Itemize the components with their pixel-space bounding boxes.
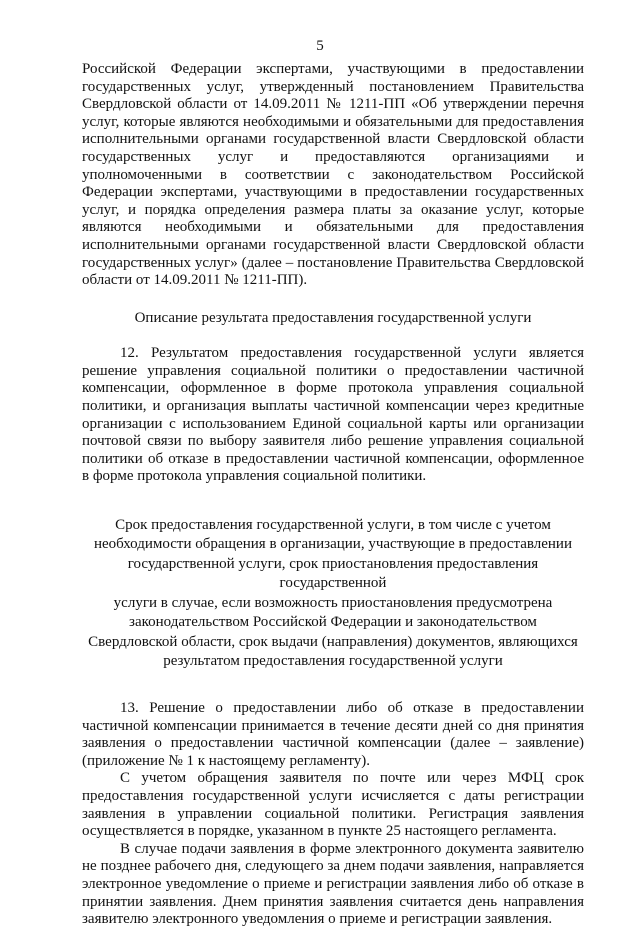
paragraph-12: 12. Результатом предоставления государственной услуги является решение управления социальной политики о предоставлении частичной компенсации, оформленное в форме протокола управления социальной политики, и организация выплаты частичной компенсации через кредитные организации с использованием Единой социальной карты или организации почтовой связи по выбору заявителя либо решение управления социальной политики об отказе в предоставлении частичной компенсации, оформленное в форме протокола управления социальной политики. — [82, 345, 584, 485]
section-heading-line: Срок предоставления государственной услуги, в том числе с учетом — [115, 516, 551, 533]
page-number: 5 — [316, 38, 324, 54]
section-heading-line: государственной услуги, срок приостановления предоставления государственной — [127, 555, 539, 592]
paragraph-13: 13. Решение о предоставлении либо об отказе в предоставлении частичной компенсации принимается в течение десяти дней со дня принятия заявления о предоставлении частичной компенсации (далее – заявление) (приложение № 1 к настоящему регламенту). — [82, 699, 584, 769]
section-heading-result: Описание результата предоставления государственной услуги — [134, 309, 532, 326]
section-heading-line: законодательством Российской Федерации и законодательством — [129, 614, 537, 631]
document-body — [82, 61, 584, 929]
section-heading-line: необходимости обращения в организации, участвующие в предоставлении — [94, 536, 572, 553]
section-heading-line: Свердловской области, срок выдачи (направления) документов, являющихся — [88, 633, 578, 650]
section-heading-line: результатом предоставления государственной услуги — [163, 653, 503, 670]
intro-paragraph: Российской Федерации экспертами, участвующими в предоставлении государственных услуг, утвержденный постановлением Правительства Свердловской области от 14.09.2011 № 1211-ПП «Об утверждении перечня услуг, которые являются необходимыми и обязательными для предоставления исполнительными органами государственной власти Свердловской области государственных услуг и предоставляются организациями и уполномоченными в соответствии с законодательством Российской Федерации экспертами, участвующими в предоставлении государственных услуг, и порядка определения размера платы за оказание услуг, которые являются необходимыми и обязательными для предоставления исполнительными органами государственной власти Свердловской области государственных услуг» (далее – постановление Правительства Свердловской области от 14.09.2011 № 1211-ПП). — [82, 61, 584, 289]
paragraph-mfc: С учетом обращения заявителя по почте или через МФЦ срок предоставления государственной услуги исчисляется с даты регистрации заявления в управлении социальной политики. Регистрация заявления осуществляется в порядке, указанном в пункте 25 настоящего регламента. — [82, 770, 584, 840]
paragraph-electronic: В случае подачи заявления в форме электронного документа заявителю не позднее рабочего дня, следующего за днем подачи заявления, направляется электронное уведомление о приеме и регистрации заявления либо об отказе в принятии заявления. Днем принятия заявления считается день направления заявителю электронного уведомления о приеме и регистрации заявления. — [82, 840, 584, 928]
section-heading-terms — [82, 516, 584, 672]
section-heading-line: услуги в случае, если возможность приостановления предусмотрена — [113, 594, 553, 611]
